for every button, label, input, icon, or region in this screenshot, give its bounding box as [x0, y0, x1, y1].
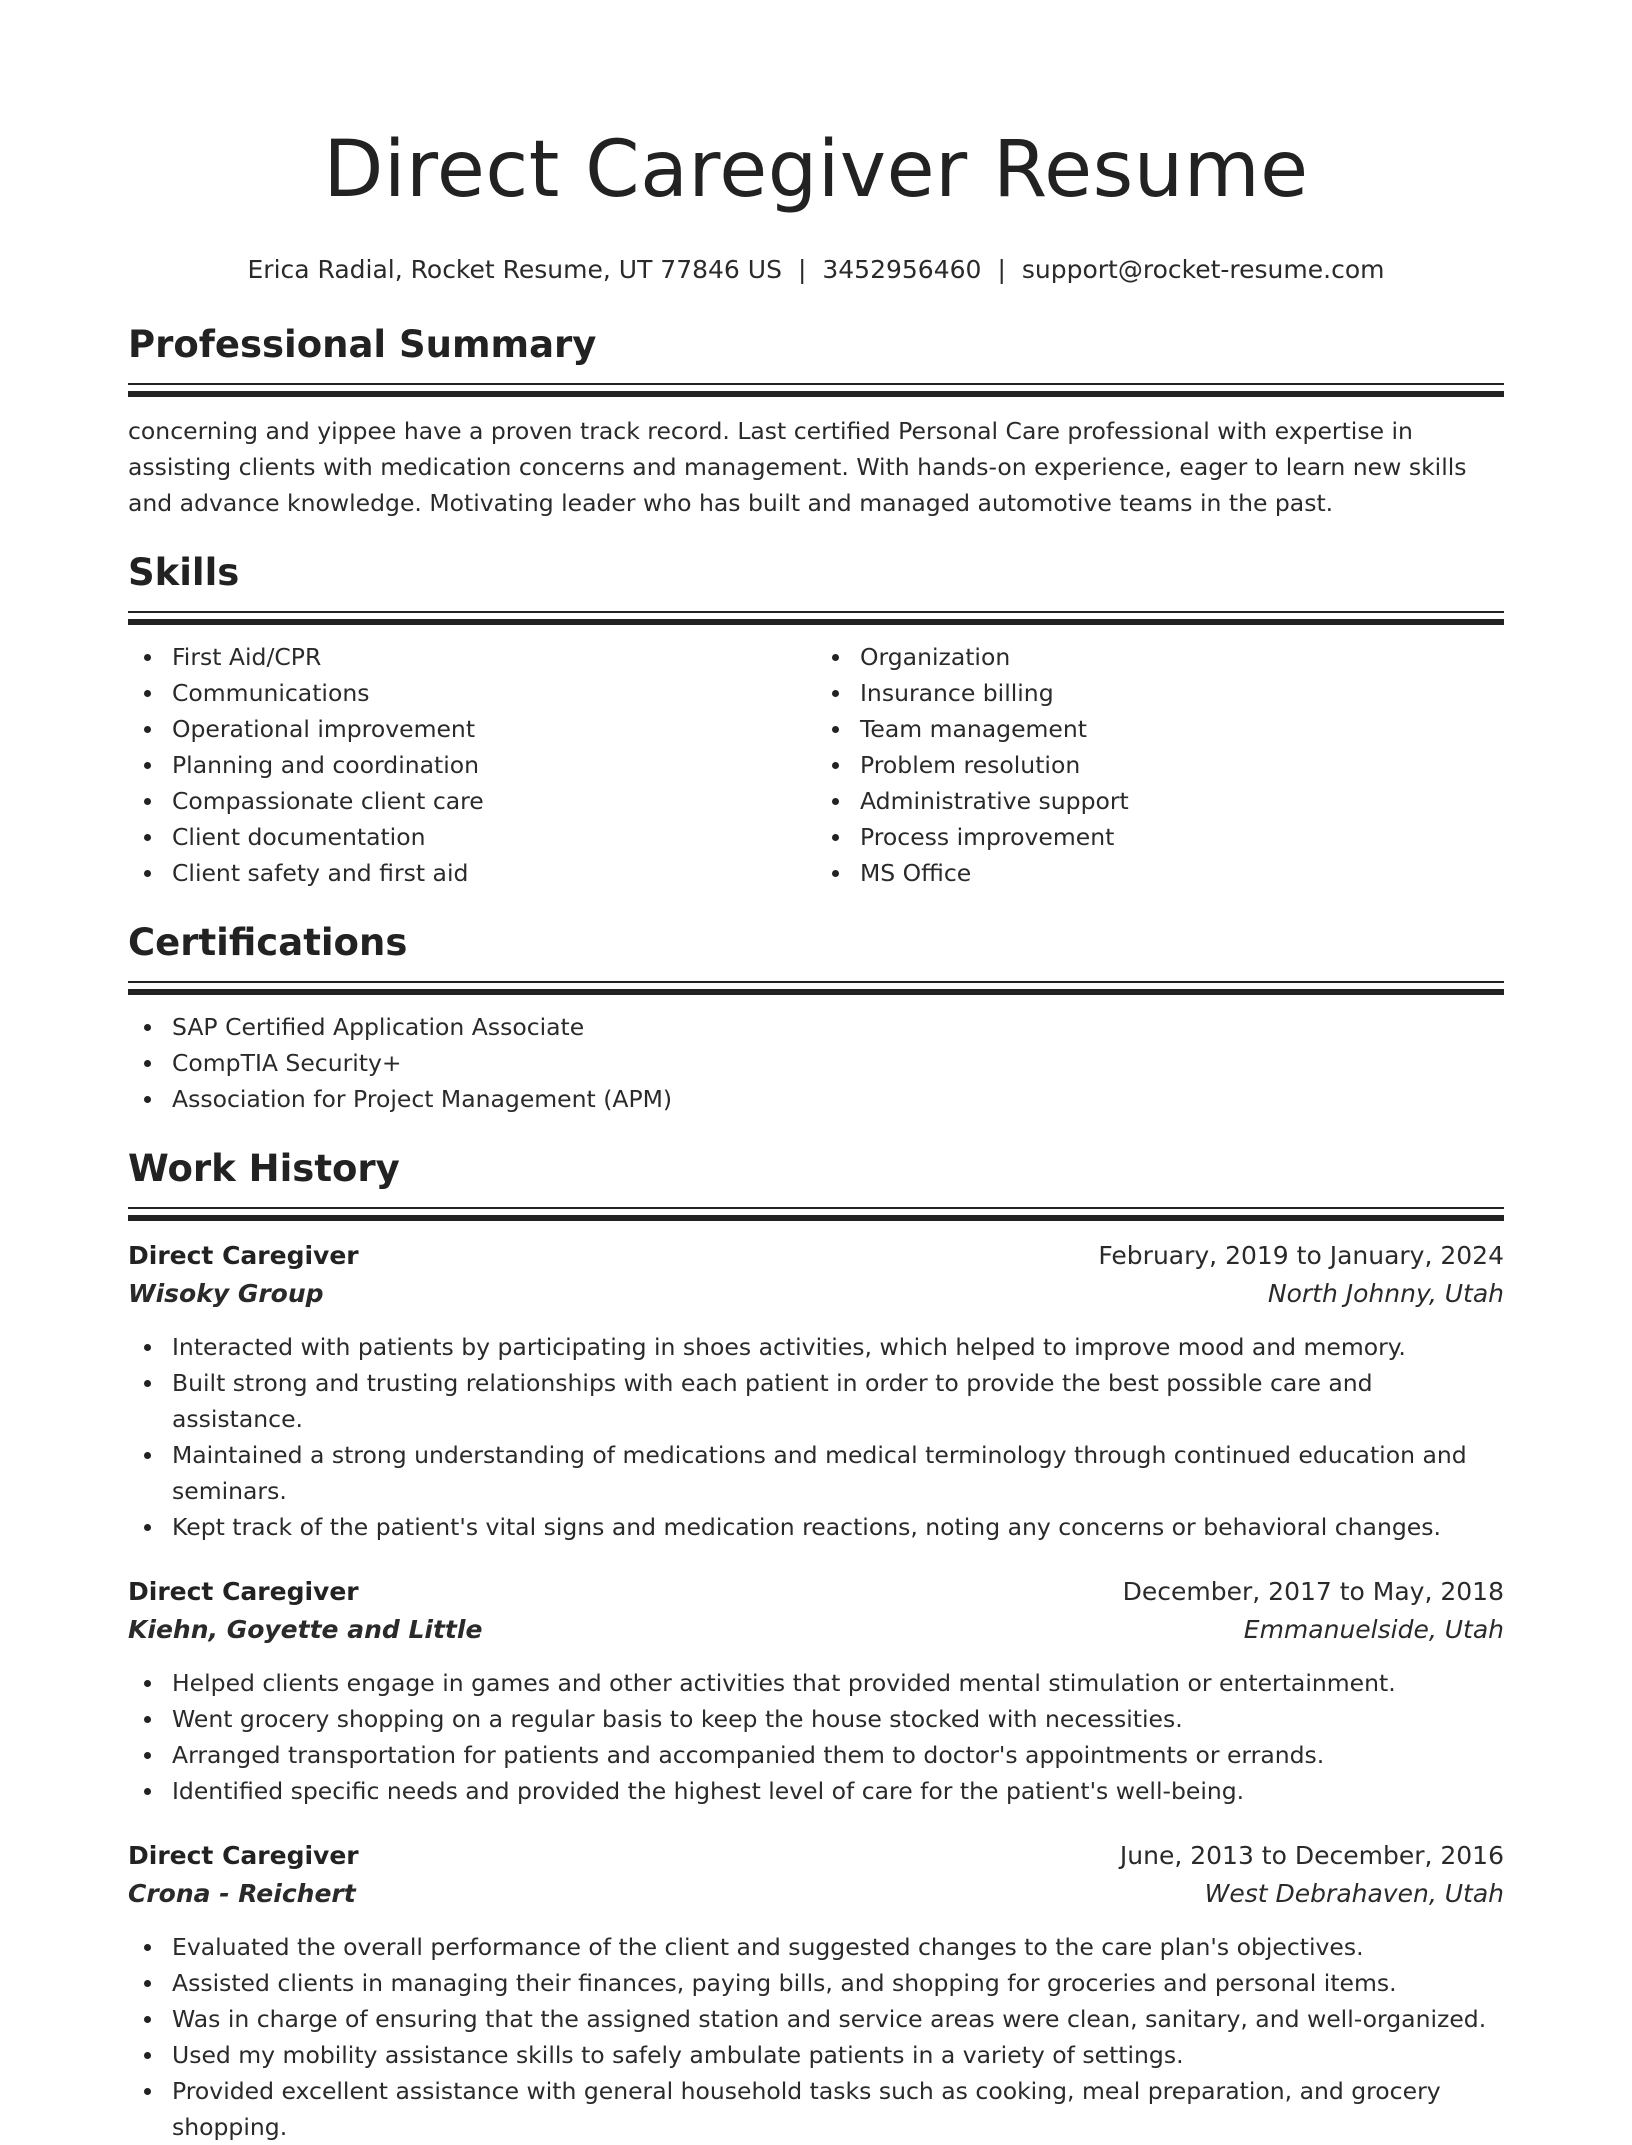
list-item: Provided excellent assistance with general household tasks such as cooking, meal preparation, and grocery shopping. [172, 2073, 1504, 2145]
list-item: Team management [860, 711, 1504, 747]
job-subheader [128, 1611, 1504, 1649]
contact-separator: | [997, 255, 1006, 284]
list-item: Arranged transportation for patients and accompanied them to doctor's appointments or errands. [172, 1737, 1504, 1773]
skills-list-right [816, 639, 1504, 891]
skills-columns [128, 639, 1504, 891]
job-entry [128, 1237, 1504, 1545]
list-item: Operational improvement [172, 711, 816, 747]
list-item: Maintained a strong understanding of medications and medical terminology through continued education and seminars. [172, 1437, 1504, 1509]
list-item: Kept track of the patient's vital signs and medication reactions, noting any concerns or behavioral changes. [172, 1509, 1504, 1545]
job-dates: June, 2013 to December, 2016 [1119, 1841, 1504, 1870]
job-header [128, 1237, 1504, 1275]
job-title: Direct Caregiver [128, 1577, 359, 1606]
job-dates: February, 2019 to January, 2024 [1098, 1241, 1504, 1270]
contact-separator: | [797, 255, 807, 284]
list-item: Communications [172, 675, 816, 711]
job-bullets [128, 1929, 1504, 2145]
list-item: Assisted clients in managing their finances, paying bills, and shopping for groceries and personal items. [172, 1965, 1504, 2001]
list-item: First Aid/CPR [172, 639, 816, 675]
list-item: SAP Certified Application Associate [172, 1009, 1504, 1045]
section-divider [128, 981, 1504, 995]
list-item: Insurance billing [860, 675, 1504, 711]
job-bullets [128, 1329, 1504, 1545]
list-item: Association for Project Management (APM) [172, 1081, 1504, 1117]
list-item: Used my mobility assistance skills to safely ambulate patients in a variety of settings. [172, 2037, 1504, 2073]
summary-heading: Professional Summary [128, 323, 597, 366]
work-history-heading: Work History [128, 1147, 400, 1190]
job-dates: December, 2017 to May, 2018 [1122, 1577, 1504, 1606]
job-location: North Johnny, Utah [1267, 1279, 1504, 1308]
list-item: Helped clients engage in games and other activities that provided mental stimulation or entertainment. [172, 1665, 1504, 1701]
contact-line [128, 253, 1504, 287]
job-location: Emmanuelside, Utah [1243, 1615, 1504, 1644]
list-item: Interacted with patients by participating in shoes activities, which helped to improve mood and memory. [172, 1329, 1504, 1365]
job-entry [128, 1837, 1504, 2145]
list-item: Client documentation [172, 819, 816, 855]
resume-title: Direct Caregiver Resume [323, 125, 1309, 215]
job-title: Direct Caregiver [128, 1241, 359, 1270]
work-history-section [128, 1145, 1504, 2145]
list-item: Identified specific needs and provided the highest level of care for the patient's well-being. [172, 1773, 1504, 1809]
job-bullets [128, 1665, 1504, 1809]
summary-section [128, 321, 1504, 521]
list-item: Organization [860, 639, 1504, 675]
skills-section [128, 549, 1504, 891]
job-header [128, 1573, 1504, 1611]
skills-heading: Skills [128, 551, 240, 594]
list-item: Planning and coordination [172, 747, 816, 783]
list-item: Was in charge of ensuring that the assigned station and service areas were clean, sanitary, and well-organized. [172, 2001, 1504, 2037]
job-company: Crona - Reichert [128, 1879, 356, 1908]
list-item: Went grocery shopping on a regular basis to keep the house stocked with necessities. [172, 1701, 1504, 1737]
list-item: Process improvement [860, 819, 1504, 855]
contact-address: Erica Radial, Rocket Resume, UT 77846 US [247, 255, 782, 284]
list-item: Built strong and trusting relationships with each patient in order to provide the best possible care and assistance. [172, 1365, 1504, 1437]
certifications-heading: Certifications [128, 921, 408, 964]
summary-text: concerning and yippee have a proven track record. Last certified Personal Care professional with expertise in assisting clients with medication concerns and management. With hands-on experience, eager to learn new skills and advance knowledge. Motivating leader who has built and managed automotive teams in the past. [128, 417, 1467, 517]
job-title: Direct Caregiver [128, 1841, 359, 1870]
list-item: MS Office [860, 855, 1504, 891]
list-item: Compassionate client care [172, 783, 816, 819]
job-entry [128, 1573, 1504, 1809]
job-location: West Debrahaven, Utah [1204, 1879, 1504, 1908]
job-company: Kiehn, Goyette and Little [128, 1615, 483, 1644]
skills-column-right [816, 639, 1504, 891]
list-item: Evaluated the overall performance of the client and suggested changes to the care plan's objectives. [172, 1929, 1504, 1965]
job-subheader [128, 1875, 1504, 1913]
section-divider [128, 383, 1504, 397]
list-item: Administrative support [860, 783, 1504, 819]
contact-email: support@rocket-resume.com [1021, 255, 1385, 284]
job-header [128, 1837, 1504, 1875]
list-item: CompTIA Security+ [172, 1045, 1504, 1081]
certifications-list [128, 1009, 1504, 1117]
certifications-section [128, 919, 1504, 1117]
contact-phone: 3452956460 [822, 255, 982, 284]
section-divider [128, 1207, 1504, 1221]
list-item: Client safety and first aid [172, 855, 816, 891]
skills-column-left [128, 639, 816, 891]
job-company: Wisoky Group [128, 1279, 324, 1308]
skills-list-left [128, 639, 816, 891]
job-subheader [128, 1275, 1504, 1313]
list-item: Problem resolution [860, 747, 1504, 783]
section-divider [128, 611, 1504, 625]
